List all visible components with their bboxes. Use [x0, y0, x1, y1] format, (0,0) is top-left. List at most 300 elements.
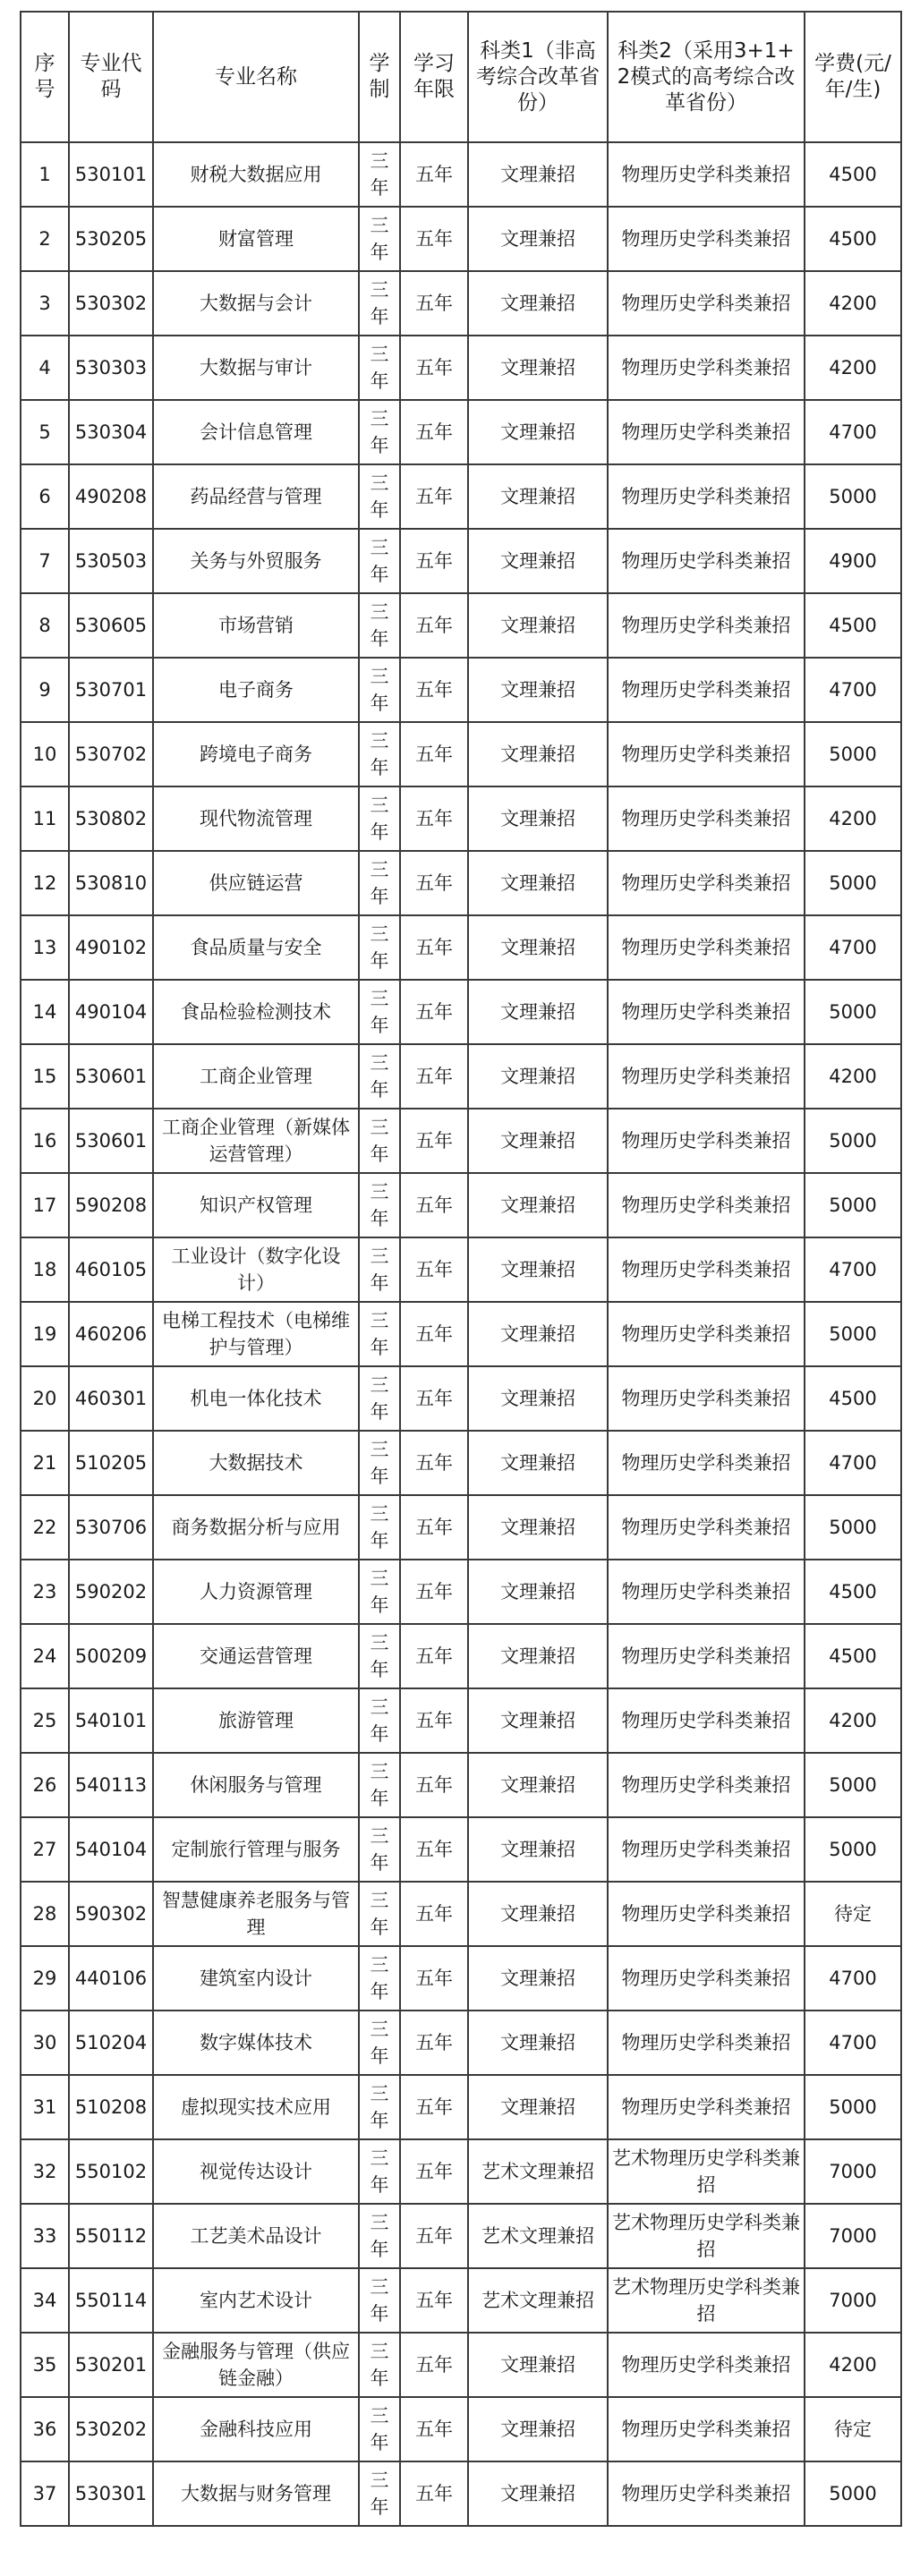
cell-major-name: 虚拟现实技术应用: [153, 2075, 359, 2139]
cell-category-1: 文理兼招: [468, 464, 608, 529]
cell-major-name: 电子商务: [153, 658, 359, 722]
cell-major-name: 工商企业管理: [153, 1044, 359, 1109]
cell-major-name: 食品质量与安全: [153, 915, 359, 980]
cell-code: 530503: [69, 529, 153, 593]
table-row: [21, 336, 901, 400]
cell-category-2: 物理历史学科类兼招: [608, 464, 805, 529]
cell-major-name: 人力资源管理: [153, 1560, 359, 1624]
cell-no: 17: [21, 1173, 69, 1237]
cell-code: 530304: [69, 400, 153, 464]
cell-fee: 5000: [805, 2461, 901, 2526]
table-body: [21, 142, 901, 2526]
cell-major-name: 关务与外贸服务: [153, 529, 359, 593]
header-code: 专业代码: [69, 12, 153, 142]
cell-years: 五年: [400, 400, 468, 464]
cell-years: 五年: [400, 851, 468, 915]
cell-no: 36: [21, 2397, 69, 2461]
cell-no: 4: [21, 336, 69, 400]
cell-years: 五年: [400, 2075, 468, 2139]
cell-category-2: 物理历史学科类兼招: [608, 1237, 805, 1302]
cell-no: 22: [21, 1495, 69, 1560]
cell-years: 五年: [400, 980, 468, 1044]
cell-code: 590202: [69, 1560, 153, 1624]
cell-no: 11: [21, 786, 69, 851]
cell-category-1: 文理兼招: [468, 271, 608, 336]
table-row: [21, 464, 901, 529]
table-header: [21, 12, 901, 142]
cell-years: 五年: [400, 529, 468, 593]
cell-system: 三年: [359, 1109, 400, 1173]
cell-fee: 4500: [805, 1624, 901, 1688]
cell-no: 15: [21, 1044, 69, 1109]
cell-years: 五年: [400, 2139, 468, 2204]
cell-code: 540101: [69, 1688, 153, 1753]
cell-system: 三年: [359, 2204, 400, 2268]
cell-category-1: 文理兼招: [468, 400, 608, 464]
cell-fee: 4200: [805, 786, 901, 851]
table-row: [21, 1173, 901, 1237]
cell-major-name: 大数据与审计: [153, 336, 359, 400]
cell-system: 三年: [359, 1624, 400, 1688]
cell-fee: 4200: [805, 1044, 901, 1109]
cell-category-1: 文理兼招: [468, 851, 608, 915]
header-no: 序号: [21, 12, 69, 142]
cell-system: 三年: [359, 271, 400, 336]
cell-years: 五年: [400, 1495, 468, 1560]
cell-code: 460105: [69, 1237, 153, 1302]
cell-category-2: 物理历史学科类兼招: [608, 2397, 805, 2461]
cell-category-1: 文理兼招: [468, 1495, 608, 1560]
cell-major-name: 财税大数据应用: [153, 142, 359, 207]
cell-system: 三年: [359, 915, 400, 980]
cell-system: 三年: [359, 1173, 400, 1237]
cell-category-2: 物理历史学科类兼招: [608, 1495, 805, 1560]
cell-code: 530202: [69, 2397, 153, 2461]
table-row: [21, 2075, 901, 2139]
cell-years: 五年: [400, 2333, 468, 2397]
cell-years: 五年: [400, 1173, 468, 1237]
cell-system: 三年: [359, 400, 400, 464]
cell-major-name: 大数据与会计: [153, 271, 359, 336]
cell-code: 530101: [69, 142, 153, 207]
cell-fee: 5000: [805, 722, 901, 786]
cell-no: 1: [21, 142, 69, 207]
cell-fee: 4200: [805, 271, 901, 336]
cell-code: 530702: [69, 722, 153, 786]
header-fee: 学费(元/年/生): [805, 12, 901, 142]
cell-no: 16: [21, 1109, 69, 1173]
table-row: [21, 1624, 901, 1688]
cell-major-name: 视觉传达设计: [153, 2139, 359, 2204]
cell-years: 五年: [400, 271, 468, 336]
cell-category-1: 文理兼招: [468, 1882, 608, 1946]
cell-code: 530706: [69, 1495, 153, 1560]
cell-code: 460301: [69, 1366, 153, 1431]
table-row: [21, 1237, 901, 1302]
cell-fee: 5000: [805, 980, 901, 1044]
cell-category-2: 艺术物理历史学科类兼招: [608, 2204, 805, 2268]
cell-major-name: 室内艺术设计: [153, 2268, 359, 2333]
cell-fee: 4700: [805, 1237, 901, 1302]
cell-system: 三年: [359, 593, 400, 658]
cell-code: 550112: [69, 2204, 153, 2268]
cell-fee: 待定: [805, 2397, 901, 2461]
cell-system: 三年: [359, 658, 400, 722]
cell-fee: 5000: [805, 2075, 901, 2139]
cell-years: 五年: [400, 1882, 468, 1946]
cell-system: 三年: [359, 1688, 400, 1753]
cell-code: 510204: [69, 2011, 153, 2075]
cell-category-1: 文理兼招: [468, 142, 608, 207]
cell-fee: 4500: [805, 1560, 901, 1624]
table-row: [21, 2268, 901, 2333]
cell-system: 三年: [359, 1882, 400, 1946]
cell-fee: 4700: [805, 400, 901, 464]
cell-years: 五年: [400, 336, 468, 400]
cell-code: 540104: [69, 1817, 153, 1882]
cell-code: 530802: [69, 786, 153, 851]
cell-no: 23: [21, 1560, 69, 1624]
cell-years: 五年: [400, 722, 468, 786]
cell-category-1: 文理兼招: [468, 593, 608, 658]
cell-no: 28: [21, 1882, 69, 1946]
cell-major-name: 工商企业管理（新媒体运营管理）: [153, 1109, 359, 1173]
cell-category-2: 物理历史学科类兼招: [608, 1366, 805, 1431]
cell-major-name: 交通运营管理: [153, 1624, 359, 1688]
cell-system: 三年: [359, 1946, 400, 2011]
cell-years: 五年: [400, 593, 468, 658]
cell-fee: 5000: [805, 464, 901, 529]
table-row: [21, 400, 901, 464]
header-name: 专业名称: [153, 12, 359, 142]
cell-fee: 5000: [805, 1817, 901, 1882]
cell-fee: 4700: [805, 1431, 901, 1495]
cell-category-1: 文理兼招: [468, 2461, 608, 2526]
cell-category-1: 文理兼招: [468, 336, 608, 400]
cell-category-2: 物理历史学科类兼招: [608, 1560, 805, 1624]
cell-category-1: 文理兼招: [468, 1817, 608, 1882]
cell-major-name: 旅游管理: [153, 1688, 359, 1753]
cell-category-1: 文理兼招: [468, 1753, 608, 1817]
cell-code: 550114: [69, 2268, 153, 2333]
cell-category-1: 文理兼招: [468, 1431, 608, 1495]
table-row: [21, 593, 901, 658]
cell-years: 五年: [400, 1302, 468, 1366]
cell-system: 三年: [359, 142, 400, 207]
cell-code: 530302: [69, 271, 153, 336]
cell-years: 五年: [400, 915, 468, 980]
cell-no: 24: [21, 1624, 69, 1688]
cell-fee: 4200: [805, 2333, 901, 2397]
cell-system: 三年: [359, 2397, 400, 2461]
cell-major-name: 知识产权管理: [153, 1173, 359, 1237]
cell-years: 五年: [400, 1109, 468, 1173]
cell-code: 510205: [69, 1431, 153, 1495]
cell-code: 530205: [69, 207, 153, 271]
cell-category-2: 物理历史学科类兼招: [608, 271, 805, 336]
cell-major-name: 金融科技应用: [153, 2397, 359, 2461]
cell-no: 31: [21, 2075, 69, 2139]
cell-major-name: 智慧健康养老服务与管理: [153, 1882, 359, 1946]
cell-years: 五年: [400, 2397, 468, 2461]
cell-major-name: 工业设计（数字化设计）: [153, 1237, 359, 1302]
cell-system: 三年: [359, 1817, 400, 1882]
cell-years: 五年: [400, 1237, 468, 1302]
cell-no: 7: [21, 529, 69, 593]
cell-no: 32: [21, 2139, 69, 2204]
cell-code: 440106: [69, 1946, 153, 2011]
cell-code: 490208: [69, 464, 153, 529]
cell-code: 490102: [69, 915, 153, 980]
cell-fee: 4500: [805, 1366, 901, 1431]
cell-years: 五年: [400, 1688, 468, 1753]
cell-no: 29: [21, 1946, 69, 2011]
cell-category-2: 物理历史学科类兼招: [608, 851, 805, 915]
cell-category-2: 物理历史学科类兼招: [608, 980, 805, 1044]
cell-fee: 4500: [805, 593, 901, 658]
cell-no: 33: [21, 2204, 69, 2268]
cell-code: 590302: [69, 1882, 153, 1946]
cell-fee: 4700: [805, 1946, 901, 2011]
cell-major-name: 现代物流管理: [153, 786, 359, 851]
cell-no: 19: [21, 1302, 69, 1366]
cell-major-name: 会计信息管理: [153, 400, 359, 464]
cell-years: 五年: [400, 1431, 468, 1495]
cell-major-name: 大数据与财务管理: [153, 2461, 359, 2526]
cell-system: 三年: [359, 1237, 400, 1302]
table-row: [21, 1044, 901, 1109]
cell-major-name: 市场营销: [153, 593, 359, 658]
cell-major-name: 建筑室内设计: [153, 1946, 359, 2011]
cell-fee: 4500: [805, 207, 901, 271]
table-row: [21, 1366, 901, 1431]
cell-category-1: 文理兼招: [468, 1946, 608, 2011]
cell-no: 27: [21, 1817, 69, 1882]
cell-system: 三年: [359, 464, 400, 529]
cell-category-2: 艺术物理历史学科类兼招: [608, 2268, 805, 2333]
cell-fee: 7000: [805, 2139, 901, 2204]
cell-fee: 待定: [805, 1882, 901, 1946]
cell-years: 五年: [400, 142, 468, 207]
cell-category-1: 文理兼招: [468, 1560, 608, 1624]
cell-category-2: 物理历史学科类兼招: [608, 1753, 805, 1817]
cell-category-1: 文理兼招: [468, 658, 608, 722]
cell-system: 三年: [359, 1044, 400, 1109]
cell-category-2: 物理历史学科类兼招: [608, 1946, 805, 2011]
cell-no: 18: [21, 1237, 69, 1302]
table-row: [21, 2461, 901, 2526]
cell-code: 530301: [69, 2461, 153, 2526]
cell-system: 三年: [359, 1366, 400, 1431]
table-row: [21, 2139, 901, 2204]
cell-category-2: 物理历史学科类兼招: [608, 2461, 805, 2526]
cell-category-2: 物理历史学科类兼招: [608, 142, 805, 207]
cell-category-1: 文理兼招: [468, 722, 608, 786]
cell-major-name: 数字媒体技术: [153, 2011, 359, 2075]
cell-code: 460206: [69, 1302, 153, 1366]
cell-category-1: 文理兼招: [468, 1302, 608, 1366]
cell-category-1: 文理兼招: [468, 1173, 608, 1237]
cell-major-name: 商务数据分析与应用: [153, 1495, 359, 1560]
cell-category-2: 物理历史学科类兼招: [608, 400, 805, 464]
table-container: [20, 11, 902, 2527]
cell-system: 三年: [359, 1302, 400, 1366]
table-row: [21, 1688, 901, 1753]
cell-category-2: 物理历史学科类兼招: [608, 207, 805, 271]
cell-code: 530601: [69, 1109, 153, 1173]
cell-code: 590208: [69, 1173, 153, 1237]
cell-code: 550102: [69, 2139, 153, 2204]
table-row: [21, 1753, 901, 1817]
cell-system: 三年: [359, 722, 400, 786]
cell-category-2: 物理历史学科类兼招: [608, 1882, 805, 1946]
table-row: [21, 722, 901, 786]
cell-category-2: 物理历史学科类兼招: [608, 915, 805, 980]
cell-years: 五年: [400, 1044, 468, 1109]
table-row: [21, 207, 901, 271]
cell-category-1: 文理兼招: [468, 1366, 608, 1431]
cell-code: 530601: [69, 1044, 153, 1109]
header-system: 学制: [359, 12, 400, 142]
cell-major-name: 机电一体化技术: [153, 1366, 359, 1431]
cell-category-1: 文理兼招: [468, 1688, 608, 1753]
cell-no: 35: [21, 2333, 69, 2397]
table-row: [21, 1109, 901, 1173]
cell-category-1: 艺术文理兼招: [468, 2139, 608, 2204]
cell-no: 37: [21, 2461, 69, 2526]
cell-system: 三年: [359, 2461, 400, 2526]
cell-system: 三年: [359, 207, 400, 271]
cell-major-name: 定制旅行管理与服务: [153, 1817, 359, 1882]
cell-no: 13: [21, 915, 69, 980]
cell-category-2: 物理历史学科类兼招: [608, 2011, 805, 2075]
cell-years: 五年: [400, 1366, 468, 1431]
cell-years: 五年: [400, 1560, 468, 1624]
cell-no: 3: [21, 271, 69, 336]
cell-category-1: 文理兼招: [468, 1624, 608, 1688]
cell-code: 530303: [69, 336, 153, 400]
majors-table: [20, 11, 902, 2527]
table-row: [21, 1817, 901, 1882]
header-category-2: 科类2（采用3+1+2模式的高考综合改革省份）: [608, 12, 805, 142]
header-row: [21, 12, 901, 142]
cell-major-name: 食品检验检测技术: [153, 980, 359, 1044]
cell-fee: 7000: [805, 2268, 901, 2333]
table-row: [21, 1302, 901, 1366]
cell-years: 五年: [400, 1753, 468, 1817]
cell-code: 500209: [69, 1624, 153, 1688]
cell-no: 12: [21, 851, 69, 915]
cell-category-1: 文理兼招: [468, 2333, 608, 2397]
table-row: [21, 271, 901, 336]
cell-system: 三年: [359, 786, 400, 851]
cell-fee: 5000: [805, 1109, 901, 1173]
cell-category-2: 物理历史学科类兼招: [608, 722, 805, 786]
cell-code: 530201: [69, 2333, 153, 2397]
cell-years: 五年: [400, 2268, 468, 2333]
cell-no: 30: [21, 2011, 69, 2075]
cell-category-2: 物理历史学科类兼招: [608, 1817, 805, 1882]
cell-major-name: 药品经营与管理: [153, 464, 359, 529]
cell-code: 490104: [69, 980, 153, 1044]
cell-fee: 5000: [805, 1173, 901, 1237]
cell-code: 530605: [69, 593, 153, 658]
cell-system: 三年: [359, 851, 400, 915]
cell-years: 五年: [400, 2461, 468, 2526]
table-row: [21, 1882, 901, 1946]
table-row: [21, 1560, 901, 1624]
table-row: [21, 529, 901, 593]
cell-category-2: 艺术物理历史学科类兼招: [608, 2139, 805, 2204]
cell-years: 五年: [400, 2011, 468, 2075]
cell-years: 五年: [400, 1946, 468, 2011]
cell-no: 6: [21, 464, 69, 529]
cell-years: 五年: [400, 1624, 468, 1688]
table-row: [21, 2011, 901, 2075]
cell-code: 510208: [69, 2075, 153, 2139]
cell-category-2: 物理历史学科类兼招: [608, 1109, 805, 1173]
cell-system: 三年: [359, 2011, 400, 2075]
table-row: [21, 1495, 901, 1560]
cell-category-2: 物理历史学科类兼招: [608, 529, 805, 593]
cell-category-1: 文理兼招: [468, 980, 608, 1044]
cell-category-2: 物理历史学科类兼招: [608, 2333, 805, 2397]
cell-no: 10: [21, 722, 69, 786]
cell-category-2: 物理历史学科类兼招: [608, 1688, 805, 1753]
cell-category-2: 物理历史学科类兼招: [608, 336, 805, 400]
cell-category-2: 物理历史学科类兼招: [608, 1173, 805, 1237]
cell-category-1: 文理兼招: [468, 915, 608, 980]
table-row: [21, 1431, 901, 1495]
cell-fee: 4200: [805, 1688, 901, 1753]
cell-category-1: 文理兼招: [468, 2397, 608, 2461]
cell-category-2: 物理历史学科类兼招: [608, 658, 805, 722]
cell-system: 三年: [359, 1431, 400, 1495]
cell-system: 三年: [359, 2268, 400, 2333]
cell-system: 三年: [359, 2139, 400, 2204]
header-category-1: 科类1（非高考综合改革省份）: [468, 12, 608, 142]
cell-fee: 4500: [805, 142, 901, 207]
cell-category-1: 艺术文理兼招: [468, 2268, 608, 2333]
cell-category-2: 物理历史学科类兼招: [608, 593, 805, 658]
cell-years: 五年: [400, 658, 468, 722]
cell-major-name: 金融服务与管理（供应链金融）: [153, 2333, 359, 2397]
cell-system: 三年: [359, 1560, 400, 1624]
cell-category-2: 物理历史学科类兼招: [608, 1624, 805, 1688]
cell-system: 三年: [359, 336, 400, 400]
table-row: [21, 980, 901, 1044]
cell-category-1: 文理兼招: [468, 529, 608, 593]
cell-major-name: 电梯工程技术（电梯维护与管理）: [153, 1302, 359, 1366]
cell-category-1: 文理兼招: [468, 2011, 608, 2075]
cell-fee: 4700: [805, 2011, 901, 2075]
cell-fee: 5000: [805, 1302, 901, 1366]
cell-major-name: 工艺美术品设计: [153, 2204, 359, 2268]
cell-no: 5: [21, 400, 69, 464]
table-row: [21, 851, 901, 915]
cell-category-1: 文理兼招: [468, 786, 608, 851]
table-row: [21, 2397, 901, 2461]
cell-no: 14: [21, 980, 69, 1044]
cell-category-2: 物理历史学科类兼招: [608, 1302, 805, 1366]
cell-no: 26: [21, 1753, 69, 1817]
cell-major-name: 供应链运营: [153, 851, 359, 915]
cell-fee: 4900: [805, 529, 901, 593]
table-row: [21, 2333, 901, 2397]
cell-major-name: 财富管理: [153, 207, 359, 271]
cell-major-name: 跨境电子商务: [153, 722, 359, 786]
cell-code: 530810: [69, 851, 153, 915]
